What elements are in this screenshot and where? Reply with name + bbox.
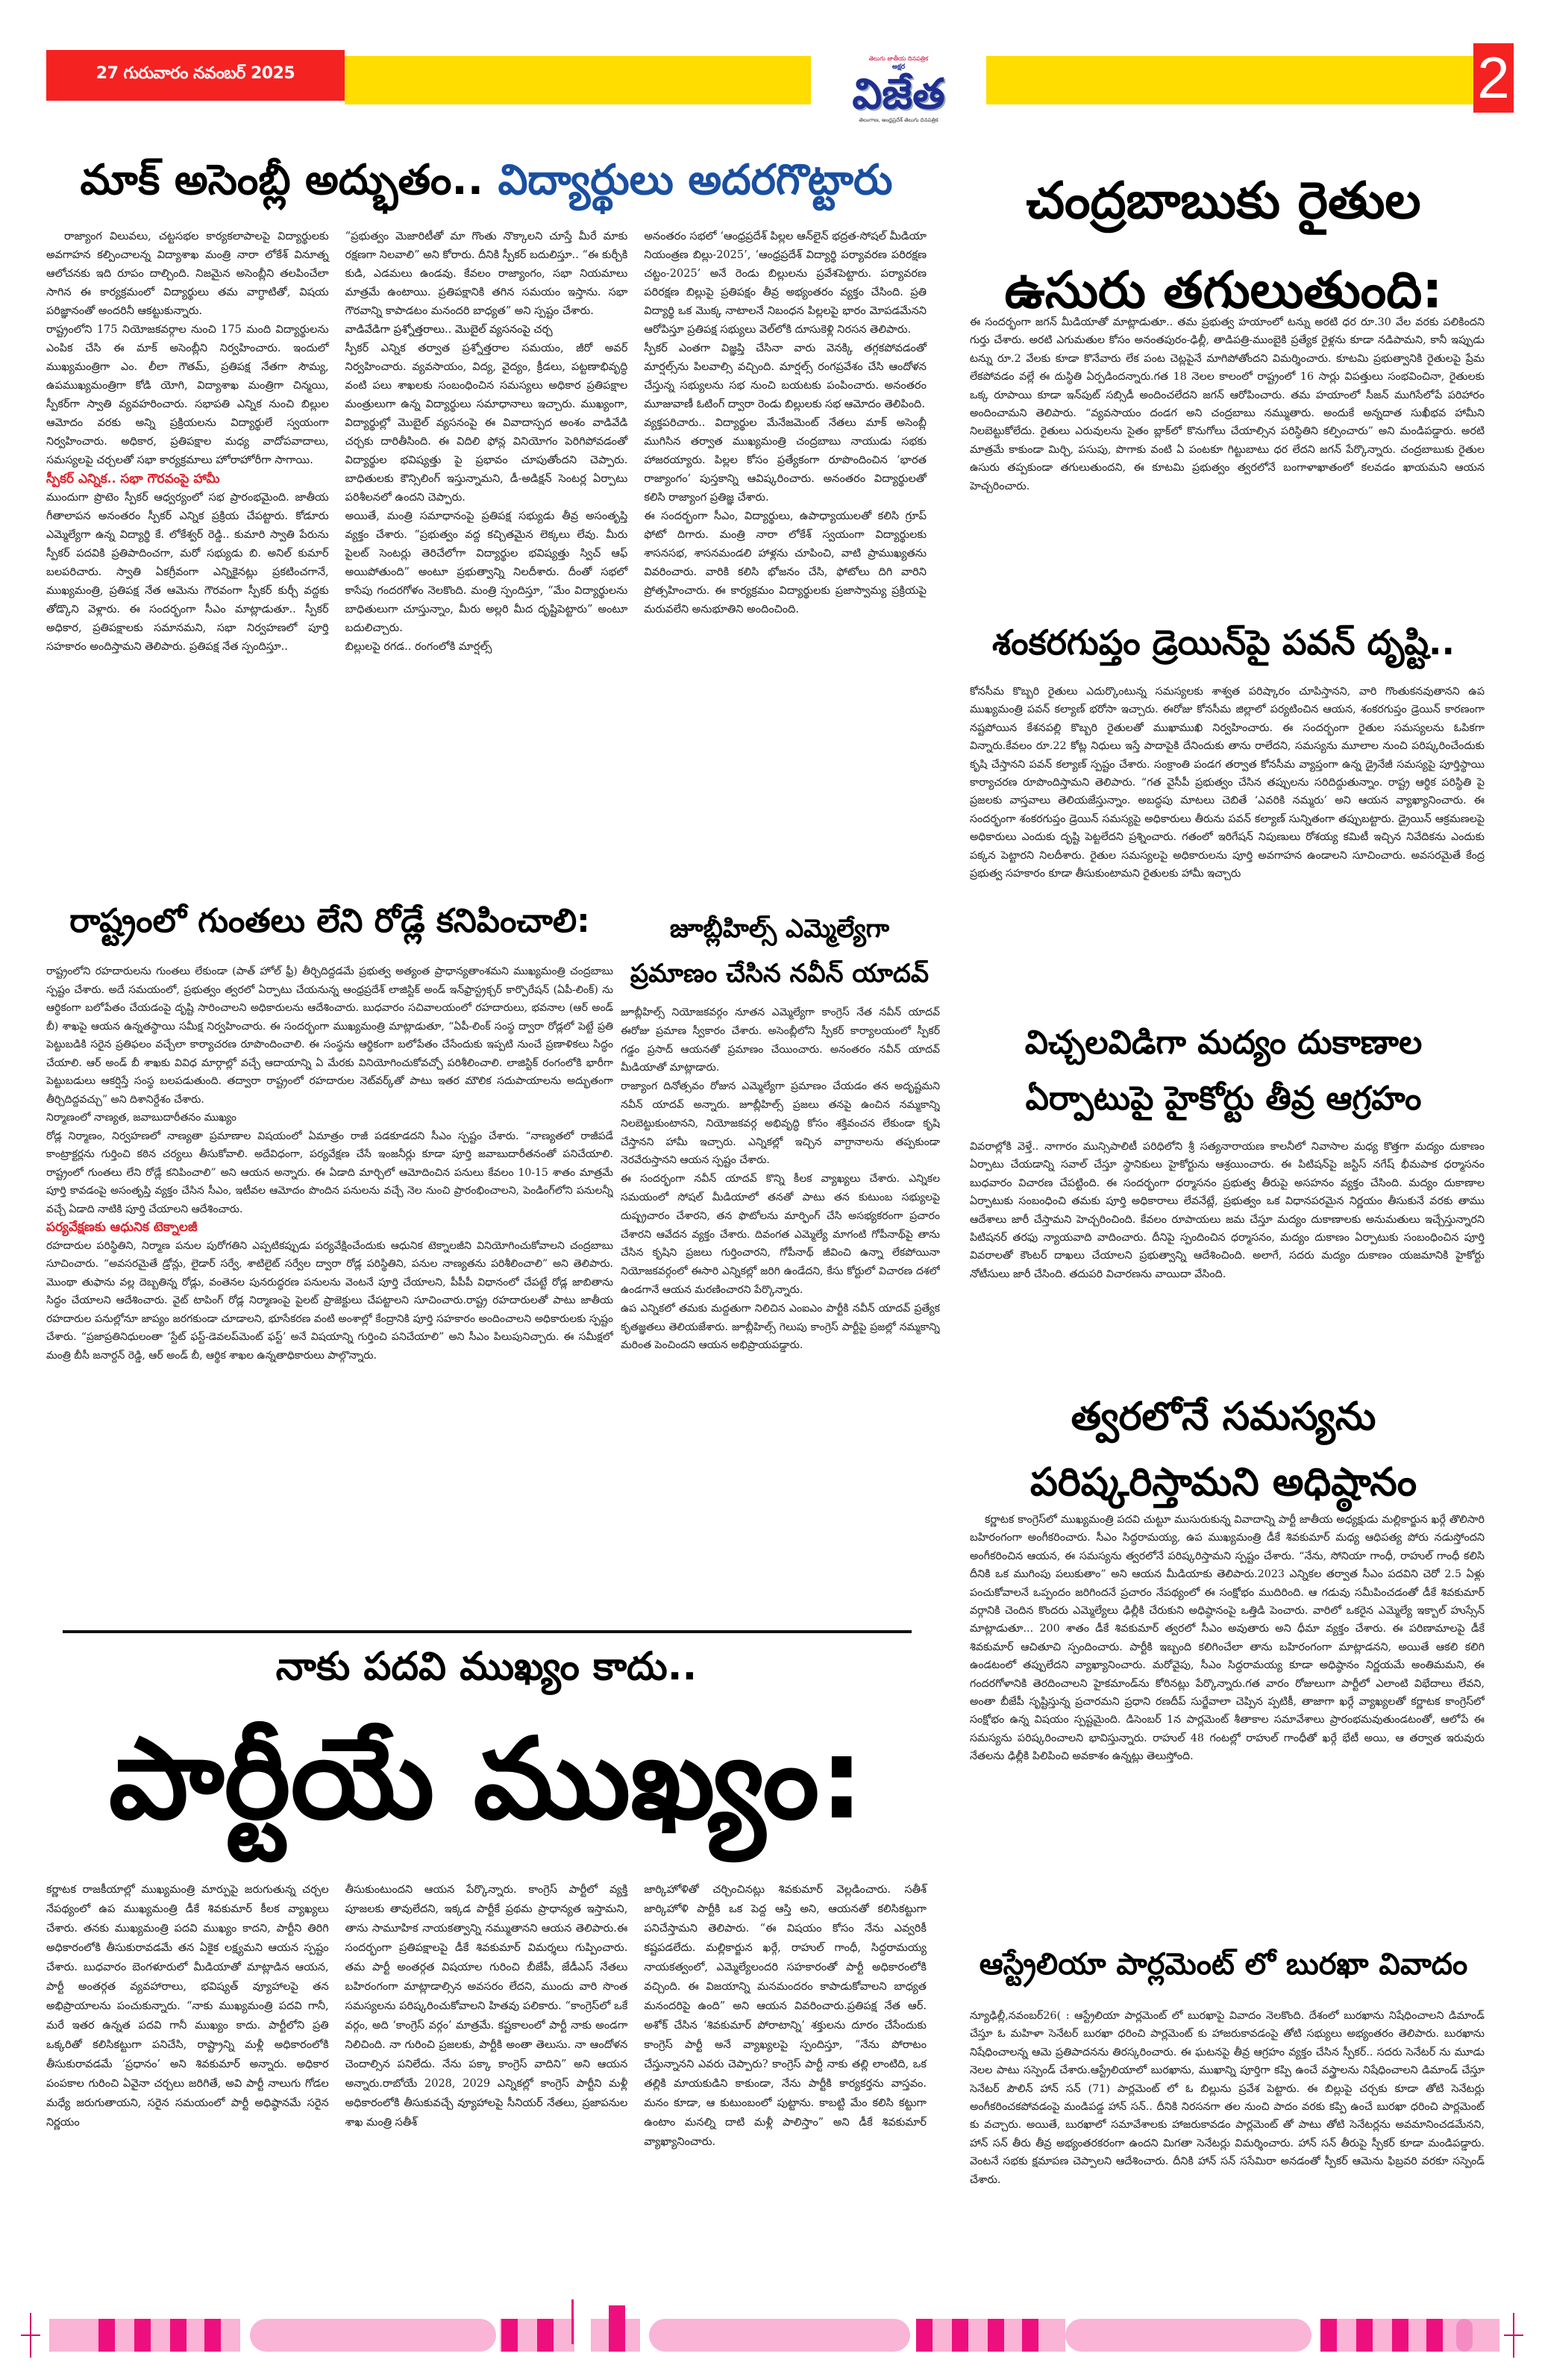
paragraph: జూబ్లీహిల్స్ నియోజకవర్గం నూతన ఎమ్మెల్యేగా కాంగ్రెస్ నేత నవీన్ యాదవ్ ఈరోజు ప్రమాణ స్వీకారం చేశారు. అసెంబ్లీలోని స్పీకర్ కార్యాలయంలో స్పీకర్ గడ్డం ప్రసాద్ ఆయనతో ప్రమాణం చేయించారు. అనంతరం నవీన్ యాదవ్ మీడియాతో మాట్లాడారు.	[621, 1006, 940, 1074]
chandrababu-farmers-headline-line2: ఉసురు తగులుతుంది:	[1004, 261, 1443, 320]
dk-shivakumar-body	[46, 1880, 927, 2298]
paragraph: స్పీకర్ ఎన్నిక తర్వాత ప్రశ్నోత్తరాల సమయం, జీరో అవర్ నిర్వహించారు. వ్యవసాయం, విద్య, వైద్యం, క్రీడలు, పట్టణాభివృద్ధి వంటి పలు శాఖలకు సంబంధించిన సమస్యలు అధికార ప్రతిపక్షాల మంత్రులుగా ఉన్న విద్యార్థులు సమాధానాలు ఇచ్చారు. ముఖ్యంగా, విద్యార్థుల్లో మొబైల్ వ్యసనంపై ఈ వివాదాస్పద అంశం వాడివేడి చర్చకు దారితీసింది. ఈ విదిలి ఫోన్ల వినియోగం పెరిగిపోవడంతో విద్యార్థుల భవిష్యత్తు పై ప్రభావం చూపుతోందని చెప్పారు. బాధితులకు కౌన్సిలింగ్ ఇస్తున్నామని, డీ-అడిక్షన్ సెంటర్ల ఏర్పాటు పరిశీలనలో ఉందని చెప్పారు.	[345, 342, 628, 504]
paragraph: ముందుగా ప్రొటెం స్పీకర్ ఆధ్వర్యంలో సభ ప్రారంభమైంది. జాతీయ గీతాలాపన అనంతరం స్పీకర్ ఎన్నిక ప్రక్రియ చేపట్టారు. కోడూరు ఎమ్మెల్యేగా ఉన్న విద్యార్థి కే. లోకేశ్వర్ రెడ్డి.. కుమారి స్వాతి పేరును స్పీకర్ పదవికి ప్రతిపాదించగా, మరో సభ్యుడు బి. అనిల్ కుమార్ బలపరిచారు. స్వాతి ఏకగ్రీవంగా ఎన్నికైనట్లు ప్రకటించగానే, ముఖ్యమంత్రి, ప్రతిపక్ష నేత ఆమెను గౌరవంగా స్పీకర్ కుర్చీ వద్దకు తోడ్కొని వెళ్లారు. ఈ సందర్భంగా సీఎం మాట్లాడుతూ.. స్పీకర్ అధికార, ప్రతిపక్షాలకు సమానమని, సభా నిర్వహణలో పూర్తి సహకారం అందిస్తామని తెలిపారు. ప్రతిపక్ష నేత స్పందిస్తూ..	[46, 492, 329, 653]
paragraph: రహదారుల పరిస్థితిని, నిర్మాణ పనుల పురోగతిని ఎప్పటికప్పుడు పర్యవేక్షించేందుకు ఆధునిక టెక్నాలజీని వినియోగించుకోవాలని చంద్రబాబు సూచించారు. “అవసరమైతే డ్రోన్లు, లైడార్ సర్వే, శాటిలైట్ సర్వేల ద్వారా రోడ్ల పరిస్థితిని, పనుల నాణ్యతను పరిశీలించాలి” అని తెలిపారు. మొంథా తుఫాను వల్ల దెబ్బతిన్న రోడ్లు, వంతెనల పునరుద్ధరణ పనులను వెంటనే పూర్తి చేయాలని, పీపీపీ విధానంలో చేపట్టే రోడ్ల జాబితాను సిద్ధం చేయాలని ఆదేశించారు. వైట్ టాపింగ్ రోడ్ల నిర్మాణంపై పైలట్ ప్రాజెక్టులు చేపట్టాలని సూచించారు.రాష్ట్ర రహదారులతో పాటు జాతీయ రహదారుల పనుల్లోనూ జాప్యం జరగకుండా చూడాలని, భూసేకరణ వంటి అంశాల్లో కేంద్రానికి పూర్తి సహకారం అందించాలని అధికారులకు స్పష్టం చేశారు. “ప్రజాప్రతినిధులంతా ‘స్టేట్ ఫస్ట్-డెవలప్‌మెంట్ ఫస్ట్’ అనే విషయాన్ని గుర్తించి పనిచేయాలి” అని సీఎం పిలుపునిచ్చారు. ఈ సమీక్షలో మంత్రి బీసీ జనార్దన్ రెడ్డి, ఆర్ అండ్ బీ, ఆర్థిక శాఖల ఉన్నతాధికారులు పాల్గొన్నారు.	[46, 1239, 613, 1362]
paragraph: రాష్ట్రంలోని 175 నియోజకవర్గాల నుంచి 175 మంది విద్యార్థులను ఎంపిక చేసి ఈ మాక్ అసెంబ్లీని నిర్వహించారు. ఇందులో ముఖ్యమంత్రిగా ఎం. లీలా గౌతమ్, ప్రతిపక్ష నేతగా సౌమ్య, ఉపముఖ్యమంత్రిగా కోడి యోగి, విద్యాశాఖ మంత్రిగా చిన్మయి, స్పీకర్‌గా స్వాతి వ్యవహరించారు. సభాపతి ఎన్నిక నుంచి బిల్లుల ఆమోదం వరకు అన్ని ప్రక్రియలను విద్యార్థులే స్వయంగా నిర్వహించారు. అధికార, ప్రతిపక్షాల మధ్య వాదోపవాదాలు, సమస్యలపై చర్చలతో సభా కార్యక్రమాలు హోరాహోరీగా సాగాయి.	[46, 324, 329, 466]
paragraph: కర్ణాటక రాజకీయాల్లో ముఖ్యమంత్రి మార్పుపై జరుగుతున్న చర్చల నేపథ్యంలో ఉప ముఖ్యమంత్రి డీకే శివకుమార్ కీలక వ్యాఖ్యలు చేశారు. తనకు ముఖ్యమంత్రి పదవి ముఖ్యం కాదని, పార్టీని తిరిగి అధికారంలోకి తీసుకురావడమే తన ఏకైక లక్ష్యమని ఆయన స్పష్టం చేశారు. బుధవారం బెంగళూరులో మీడియాతో మాట్లాడిన ఆయన, పార్టీ అంతర్గత వ్యవహారాలు, భవిష్యత్ వ్యూహాలపై తన అభిప్రాయాలను పంచుకున్నారు. “నాకు ముఖ్యమంత్రి పదవి గానీ, మరే ఇతర ఉన్నత పదవి గానీ ముఖ్యం కాదు. పార్టీలోని ప్రతి ఒక్కరితో కలిసికట్టుగా పనిచేసి, రాష్ట్రాన్ని మళ్లీ అధికారంలోకి తీసుకురావడమే ‘ప్రధానం’ అని శివకుమార్ అన్నారు. అధికార పంపకాల గురించి ఏవైనా చర్చలు జరిగితే, అవి పార్టీ నాలుగు గోడల మధ్యే జరుగుతాయని, సరైన సమయంలో పార్టీ అధిష్ఠానమే సరైన నిర్ణయం	[46, 1884, 329, 2129]
footer-stripe	[501, 2319, 518, 2352]
footer-stripe	[1022, 2319, 1038, 2352]
paragraph: వ్యక్తపరిచారు.. విద్యార్థుల మేనేజమెంట్ నేతలు మాక్ అసెంబ్లీ ముగిసిన తర్వాత ముఖ్యమంత్రి చంద్రబాబు నాయుడు సభకు హాజరయ్యారు. పిల్లల కోసం ప్రత్యేకంగా రూపొందించిన ‘భారత రాజ్యాంగం’ పుస్తకాన్ని ఆవిష్కరించారు. అనంతరం విద్యార్థులతో కలిసి రాజ్యాంగ ప్రతిజ్ఞ చేశారు.	[644, 417, 927, 504]
footer-stripe	[952, 2319, 968, 2352]
footer-block	[1320, 2319, 1499, 2352]
footer-dot	[1456, 2319, 1473, 2352]
paragraph: రాష్ట్రంలోని రహదారులను గుంతలు లేకుండా (పాత్ హోల్ ఫ్రీ) తీర్చిదిద్దడమే ప్రభుత్వ అత్యంత ప్రాధాన్యతాంశమని ముఖ్యమంత్రి చంద్రబాబు స్పష్టం చేశారు. అదే సమయంలో, ప్రభుత్వం త్వరలో ఏర్పాటు చేయనున్న ఆంధ్రప్రదేశ్ లాజిస్టిక్ అండ్ ఇన్‌ఫ్రాస్ట్రక్చర్ కార్పొరేషన్ (ఏపీ-లింక్) ను ఆర్థికంగా బలోపేతం చేయడంపై దృష్టి సారించాలని అధికారులను ఆదేశించారు. బుధవారం సచివాలయంలో రహదారులు, భవనాల (ఆర్ అండ్ బీ) శాఖపై ఆయన ఉన్నతస్థాయి సమీక్ష నిర్వహించారు. ఈ సందర్భంగా ముఖ్యమంత్రి మాట్లాడుతూ, “ఏపీ-లింక్ సంస్థ ద్వారా రోడ్లలో పెట్టే ప్రతి పెట్టుబడికి సరైన ప్రతిఫలం వచ్చేలా కార్యాచరణ రూపొందించాలి. ఈ సంస్థను ఆర్థికంగా బలోపేతం చేసేందుకు ఇప్పటి నుంచే ప్రణాళికలు సిద్ధం చేయాలి. ఆర్ అండ్ బీ శాఖకు వివిధ మార్గాల్లో వచ్చే ఆదాయాన్ని ఏ మేరకు వినియోగించుకోవచ్చో పరిశీలించాలి. లాజిస్టిక్ రంగంలోకి భారీగా పెట్టుబడులు ఆకర్షిస్తే సంస్థ బలపడుతుంది. తద్వారా రాష్ట్రంలో రహదారుల నెట్‌వర్క్‌తో పాటు ఇతర మౌలిక సదుపాయాలను అద్భుతంగా తీర్చిదిద్దవచ్చు” అని దిశానిర్దేశం చేశారు.	[46, 965, 613, 1106]
page-number: 2	[1473, 43, 1514, 113]
logo-name: విజేత	[852, 70, 945, 119]
paragraph: ఈ సందర్భంగా సీఎం, విద్యార్థులు, ఉపాధ్యాయులతో కలిసి గ్రూప్ ఫోటో దిగారు. మంత్రి నారా లోకేశ్ స్వయంగా విద్యార్థులకు శాసనసభ, శాసనమండలి హాళ్లను చూపించి, వాటి ప్రాముఖ్యతను వివరించారు. వారికి కలిసి భోజనం చేసి, ఫోటోలు దిగి వారిని ప్రోత్సహించారు. ఈ కార్యక్రమం విద్యార్థులకు ప్రజాస్వామ్య ప్రక్రియపై మరువలేని అనుభూతిని అందించింది.	[644, 510, 927, 616]
paragraph: రాజ్యాంగ విలువలు, చట్టసభల కార్యకలాపాలపై విద్యార్థులకు అవగాహన కల్పించాలన్న విద్యాశాఖ మంత్రి నారా లోకేశ్ వినూత్న ఆలోచనకు ఇది రూపం దాల్చింది. నిజమైన అసెంబ్లీని తలపించేలా సాగిన ఈ కార్యక్రమంలో విద్యార్థులు తమ వాగ్ధాటితో, విషయ పరిజ్ఞానంతో అందరినీ ఆకట్టుకున్నారు.	[46, 231, 329, 317]
roads-body	[46, 962, 613, 1604]
crop-mark-left-h	[21, 2334, 40, 2336]
liquor-shops-body	[970, 1138, 1485, 1384]
logo-prefix: అక్షర	[891, 63, 906, 71]
paragraph: రోడ్ల నిర్మాణం, నిర్వహణలో నాణ్యతా ప్రమాణాల విషయంలో ఏమాత్రం రాజీ పడకూడదని సీఎం స్పష్టం చేశారు. “నాణ్యతలో రాజీపడే కాంట్రాక్టర్లను గుర్తించి కఠిన చర్యలు తీసుకోవాలి. అదేవిధంగా, పర్యవేక్షణ చేసే ఇంజనీర్లు కూడా పూర్తి జవాబుదారీతనంతో పనిచేయాలి. రాష్ట్రంలో గుంతలు లేని రోడ్లే కనిపించాలి” అని ఆయన అన్నారు. ఈ ఏడాది మార్చిలో ఆమోదించిన పనులు కేవలం 10-15 శాతం మాత్రమే పూర్తి కావడంపై అసంతృప్తి వ్యక్తం చేసిన సీఎం, ఇటీవల ఆమోదం పొందిన పనులను వచ్చే నెల నుంచి ప్రారంభించాలని, పెండింగ్‌లోని పనులన్నీ వచ్చే ఏడాది నాటికి పూర్తి చేయాలని ఆదేశించారు.	[46, 1130, 613, 1215]
chandrababu-farmers-headline-line1: చంద్రబాబుకు రైతుల	[1026, 172, 1421, 231]
footer-stripe	[1320, 2319, 1337, 2352]
mock-assembly-body	[46, 228, 927, 892]
paragraph: “ప్రభుత్వం మెజారిటీతో మా గొంతు నొక్కాలని చూస్తే మీరే మాకు రక్షణగా నిలవాలి” అని కోరారు. దీనికి స్పీకర్ బదులిస్తూ.. “ఈ కుర్చీకి కుడి, ఎడమలు ఉండవు. కేవలం రాజ్యాంగం, సభా నియమాలు మాత్రమే ఉంటాయి. ప్రతిపక్షానికి తగిన సమయం ఇస్తాను. సభా గౌరవాన్ని కాపాడటం మనందరి బాధ్యత” అని స్పష్టం చేశారు.	[345, 231, 628, 317]
paragraph: ఈ సందర్భంగా నవీన్ యాదవ్ కొన్ని కీలక వ్యాఖ్యలు చేశారు. ఎన్నికల సమయంలో సోషల్ మీడియాలో తనతో పాటు తన కుటుంబ సభ్యులపై దుష్ప్రచారం చేశారని, తన ఫొటోలను మార్ఫింగ్ చేసి అసభ్యకరంగా ప్రచారం చేశారని ఆవేదన వ్యక్తం చేశారు. దివంగత ఎమ్మెల్యే మాగంటి గోపీనాథ్‌పై తాను చేసిన కృషిని ప్రజలు గుర్తించారని, గోపీనాథ్ జీవించి ఉన్నా లేకపోయినా నియోజకవర్గంలో ఈసారి ఎన్నికల్లో జరిగి ఉండేదని, కేసు కోర్టులో విచారణ దశలో ఉండగానే ఆయన మరణించారని పేర్కొన్నారు.	[621, 1173, 940, 1296]
section-divider	[63, 1630, 912, 1633]
pawan-drain-headline: శంకరగుప్తం డ్రెయిన్‌పై పవన్ దృష్టి..	[992, 622, 1455, 663]
footer-pill	[649, 2319, 910, 2352]
jubilee-hills-headline-line2: ప్రమాణం చేసిన నవీన్ యాదవ్	[630, 959, 930, 989]
subhead-modern-technology: పర్యవేక్షణకు ఆధునిక టెక్నాలజీ	[46, 1220, 198, 1235]
chandrababu-farmers-body	[970, 313, 1485, 604]
paragraph: ఈ సందర్భంగా జగన్ మీడియాతో మాట్లాడుతూ.. తమ ప్రభుత్వ హయాంలో టన్ను అరటి ధర రూ.30 వేల వరకు పలికిందని గుర్తు చేశారు. అరటి ఎగుమతుల కోసం అనంతపురం-ఢిల్లీ, తాడిపత్రి-ముంబైకి ప్రత్యేక రైళ్లను కూడా నడిపామని, కానీ ఇప్పుడు టన్ను రూ.2 వేలకు కూడా కొనేవారు లేక పంట చెట్లపైనే మాగిపోతోందని విమర్శించారు. కూటమి ప్రభుత్వానికి రైతులపై ప్రేమ లేకపోవడం వల్లే ఈ దుస్థితి ఏర్పడిందన్నారు.గత 18 నెలల కాలంలో రాష్ట్రంలో 16 సార్లు విపత్తులు సంభవించినా, రైతులకు ఒక్క రూపాయి కూడా ఇన్‌పుట్ సబ్సిడీ అందించలేదని జగన్ ఆరోపించారు. తమ హయాంలో సీజన్ ముగిసేలోపే పరిహారం అందించామని తెలిపారు. “వ్యవసాయం దండగ అని చంద్రబాబు నమ్ముతారు. అందుకే అన్నదాత సుఖీభవ హామీని నిలబెట్టుకోలేదు. రైతులు ఎరువులను సైతం బ్లాక్‌లో కొనుగోలు చేయాల్సిన పరిస్థితిని కల్పించారు” అని మండిపడ్డారు. అరటి మాత్రమే కాకుండా మిర్చి, పసుపు, పొగాకు వంటి ఏ పంటకూ గిట్టుబాటు ధర లేదని జగన్ పేర్కొన్నారు. చంద్రబాబుకు రైతుల ఉసురు తప్పకుండా తగులుతుందని, ఈ కూటమి ప్రభుత్వం త్వరలోనే బంగాళాఖాతంలో కలవడం ఖాయమని ఆయన హెచ్చరించారు.	[970, 316, 1485, 492]
liquor-shops-headline-line1: విచ్చలవిడిగా మద్యం దుకాణాల	[1024, 1024, 1423, 1062]
paragraph: కర్ణాటక కాంగ్రెస్‌లో ముఖ్యమంత్రి పదవి చుట్టూ ముసురుకున్న వివాదాన్ని పార్టీ జాతీయ అధ్యక్షుడు మల్లికార్జున ఖర్గే తొలిసారి బహిరంగంగా అంగీకరించారు. సీఎం సిద్ధరామయ్య, ఉప ముఖ్యమంత్రి డీకే శివకుమార్ మధ్య ఆధిపత్య పోరు నడుస్తోందని అంగీకరించిన ఆయన, ఈ సమస్యను త్వరలోనే పరిష్కరిస్తామని స్పష్టం చేశారు. “నేను, సోనియా గాంధీ, రాహుల్ గాంధీ కలిసి దీనికి ఒక ముగింపు పలుకుతాం” అని ఆయన మీడియాకు తెలిపారు.2023 ఎన్నికల తర్వాత సీఎం పదవిని చెరో 2.5 ఏళ్లు పంచుకోవాలనే ఒప్పందం జరిగిందనే ప్రచారం నేపథ్యంలో ఈ సంక్షోభం ముదిరింది. ఆ గడువు సమీపించడంతో డీకే శివకుమార్ వర్గానికి చెందిన కొందరు ఎమ్మెల్యేలు ఢిల్లీకి చేరుకుని అధిష్ఠానంపై ఒత్తిడి పెంచారు. వారిలో ఒకరైన ఎమ్మెల్యే ఇక్బాల్ హుస్సేన్ మాట్లాడుతూ... 200 శాతం డీకే శివకుమార్ త్వరలో సీఎం అవుతారు అని ధీమా వ్యక్తం చేశారు. ఈ పరిణామాలపై డీకే శివకుమార్ ఆచితూచి స్పందించారు. పార్టీకి ఇబ్బంది కలిగించేలా తాను బహిరంగంగా మాట్లాడనని, అయితే ఆకలి కలిగి ఉండటంలో తప్పులేదని వ్యాఖ్యానించారు. మరోవైపు, సీఎం సిద్ధరామయ్య కూడా అధిష్ఠానం నిర్ణయమే అంతిమమని, ఈ గందరగోళానికి తెరదించాలని హైకమాండ్‌ను కోరినట్లు పేర్కొన్నారు.గత వారం రోజులుగా పార్టీలో ఎలాంటి విభేదాలు లేవని, అంతా బీజేపీ సృష్టిస్తున్న ప్రచారమని ప్రధాని రణదీప్ సుర్జేవాలా చెప్పిన ప్పటికీ, తాజాగా ఖర్గే వ్యాఖ్యలతో కర్ణాటక కాంగ్రెస్‌లో సంక్షోభం ఉన్న విషయం స్పష్టమైంది. డిసెంబర్ 1న పార్లమెంట్ శీతాకాల సమావేశాలు ప్రారంభమవుతుండటంతో, ఆలోపే ఈ సమస్యను పరిష్కరించాలని భావిస్తున్నారు. రాహుల్ 48 గంటల్లో రాహుల్ గాంధీతో ఖర్గే భేటీ అయి, ఆ తర్వాత ఇరువురు నేతలను ఢిల్లీకి పిలిపించి అవకాశం ఉన్నట్లు తెలుస్తోంది.	[970, 1514, 1485, 1763]
footer-stripe	[170, 2319, 187, 2352]
paragraph: అనంతరం సభలో ‘ఆంధ్రప్రదేశ్ పిల్లల ఆన్‌లైన్ భద్రత-సోషల్ మీడియా నియంత్రణ బిల్లు-2025’, ‘ఆంధ్రప్రదేశ్ విద్యార్థి పర్యావరణ పరిరక్షణ చట్టం-2025’ అనే రెండు బిల్లులను ప్రవేశపెట్టారు. పర్యావరణ పరిరక్షణ బిల్లుపై ప్రతిపక్షం తీవ్ర అభ్యంతరం వ్యక్తం చేసింది. ప్రతి విద్యార్థి ఒక మొక్క నాటాలనే నిబంధన పిల్లలపై భారం మోపడమేనని ఆరోపిస్తూ ప్రతిపక్ష సభ్యులు వెల్‌లోకి దూసుకెళ్లి నిరసన తెలిపారు.	[644, 231, 927, 336]
mock-assembly-headline-black: మాక్ అసెంబ్లీ అద్భుతం..	[80, 156, 483, 204]
jubilee-hills-headline-line1: జూబ్లీహిల్స్ ఎమ్మెల్యేగా	[669, 914, 890, 944]
mock-assembly-headline-blue: విద్యార్థులు అదరగొట్టారు	[498, 156, 893, 204]
footer-pill	[250, 2319, 496, 2352]
masthead-band-right	[986, 56, 1477, 104]
dk-shivakumar-kicker: నాకు పదవి ముఖ్యం కాదు..	[275, 1644, 698, 1689]
footer-stripe	[134, 2319, 151, 2352]
paragraph: తీసుకుంటుందని ఆయన పేర్కొన్నారు. కాంగ్రెస్ పార్టీలో వ్యక్తి పూజలకు తావులేదని, ఇక్కడ పార్టీకే ప్రథమ ప్రాధాన్యత ఇస్తామని, తాను సామూహిక నాయకత్వాన్ని నమ్ముతానని ఆయన తెలిపారు.ఈ సందర్భంగా ప్రతిపక్షాలపై డీకే శివకుమార్ విమర్శలు గుప్పించారు. తమ పార్టీ అంతర్గత విషయాల గురించి బీజేపీ, జేడీఎస్ నేతలు బహిరంగంగా మాట్లాడాల్సిన అవసరం లేదని, ముందు వారి సొంత సమస్యలను పరిష్కరించుకోవాలని హితవు పలికారు. “కాంగ్రెస్‌లో ఒకే వర్గం, అది ‘కాంగ్రెస్ వర్గం’ మాత్రమే. కష్టకాలంలో పార్టీ నాకు అండగా నిలిచింది. నా గురించి ప్రజలకు, పార్టీకి అంతా తెలుసు. నా ఆందోళన చెందాల్సిన పనిలేదు. నేను పక్కా కాంగ్రెస్ వాదిని” అని ఆయన అన్నారు.రాబోయే 2028, 2029 ఎన్నికల్లో కాంగ్రెస్ పార్టీని మళ్లీ అధికారంలోకి తీసుకువచ్చే వ్యూహాలపై సీనియర్ నేతలు, ప్రజాపనుల శాఖ మంత్రి సతీశ్	[345, 1884, 628, 2129]
roads-headline: రాష్ట్రంలో గుంతలు లేని రోడ్లే కనిపించాలి:	[69, 902, 590, 940]
date-box	[46, 50, 345, 101]
footer-stripe	[1356, 2319, 1373, 2352]
footer-stripe	[916, 2319, 933, 2352]
footer-stripe	[1392, 2319, 1408, 2352]
subhead-bills: బిల్లులపై రగడ.. రంగంలోకి మార్షల్స్	[345, 641, 492, 653]
australia-burqa-headline: ఆస్ట్రేలియా పార్లమెంట్ లో బురఖా వివాదం	[979, 1947, 1468, 1982]
subhead-quality: నిర్మాణంలో నాణ్యత, జవాబుదారీతనం ముఖ్యం	[46, 1112, 236, 1124]
pawan-drain-body	[970, 683, 1485, 1007]
karnataka-khadge-headline-line1: త్వరలోనే సమస్యను	[1071, 1394, 1376, 1439]
logo-tagline: తెలుగు జాతీయ దినపత్రిక	[868, 55, 929, 62]
paragraph: వివరాల్లోకి వెళ్తే.. నాగారం మున్సిపాలిటీ పరిధిలోని శ్రీ సత్యనారాయణ కాలనీలో నివాసాల మధ్య కొత్తగా మద్యం దుకాణం ఏర్పాటు చేయడాన్ని సవాల్ చేస్తూ స్థానికులు హైకోర్టును ఆశ్రయించారు. ఈ పిటిషన్‌పై జస్టిస్ నగేష్ భీమపాక ధర్మాసనం బుధవారం విచారణ చేపట్టింది. ఈ సందర్భంగా ధర్మాసనం ప్రభుత్వ తీరుపై అసహనం వ్యక్తం చేసింది. మద్యం దుకాణాల ఏర్పాటుకు సంబంధించి తమకు పూర్తి అధికారాలు లేవనేట్లే, ప్రభుత్వం ఒక విధానపరమైన నిర్ణయం తీసుకునే వరకు తాము ఆదేశాలు జారీ చేస్తామని హెచ్చరించింది. కేవలం రూపాయలు జమ చేస్తూ మద్యం దుకాణాలకు అనుమతులు ఇచ్చేస్తున్నారని పిటిషనర్ తరఫు న్యాయవాది వాదించారు. దీనిపై స్పందించిన ధర్మాసనం, మద్యం దుకాణం ఏర్పాటుకు సంబంధించిన పూర్తి వివరాలతో కౌంటర్ దాఖలు చేయాలని ప్రభుత్వాన్ని ఆదేశించింది. అలాగే, సదరు మద్యం దుకాణం యజమానికి హైకోర్టు నోటీసులు జారీ చేసింది. తదుపరి విచారణను వాయిదా వేసింది.	[970, 1141, 1485, 1280]
footer-tick	[571, 2299, 574, 2344]
jubilee-hills-body	[621, 1003, 940, 1600]
liquor-shops-headline-line2: ఏర్పాటుపై హైకోర్టు తీవ్ర ఆగ్రహం	[1025, 1080, 1422, 1118]
crop-mark-right-h	[1504, 2334, 1523, 2336]
paragraph: జార్కిహోళితో చర్చించినట్లు శివకుమార్ వెల్లడించారు. సతీశ్ జార్కిహోళి పార్టీకి ఒక పెద్ద ఆస్తి అని, ఆయనతో కలిసికట్టుగా పనిచేస్తామని తెలిపారు. “ఈ విషయం కోసం నేను ఎవ్వరికీ కష్టపడలేదు. మల్లికార్జున ఖర్గే, రాహుల్ గాంధీ, సిద్ధరామయ్య నాయకత్వంలో, ఎమ్మెల్యేలందరి సహకారంతో పార్టీ అధికారంలోకి వచ్చింది. ఈ విజయాన్ని మనమందరం కాపాడుకోవాలని బాధ్యత మనందరిపై ఉంది” అని ఆయన వివరించారు.ప్రతిపక్ష నేత ఆర్. అశోక్ చేసిన ‘శివకుమార్ పోరాటాన్ని’ శక్తులను దూరం చేసేందుకు కాంగ్రెస్ పార్టీ అనే వ్యాఖ్యలపై స్పందిస్తూ, “నేను పోరాటం చేస్తున్నానని ఎవరు చెప్పారు? కాంగ్రెస్ పార్టీ నాకు తల్లి లాంటిది, ఒక తల్లికి మాయకుడిని కాకుండా, నేను పార్టీకి కార్యకర్తను వాస్తవం. మనం కూడా, ఆ కుటుంబంలో పుట్టాను. కాబట్టి మేం కలిసి కట్టుగా ఉంటాం మనల్ని దాటి మళ్లీ పాలిస్తాం” అని డీకే శివకుమార్ వ్యాఖ్యానించారు.	[644, 1884, 927, 2148]
logo-subtitle: తెలంగాణ, ఆంధ్రప్రదేశ్ తెలుగు దినపత్రిక	[859, 117, 938, 123]
newspaper-logo	[811, 52, 986, 123]
footer-stripe	[204, 2319, 221, 2352]
karnataka-khadge-headline-line2: పరిష్కరిస్తామని అధిష్ఠానం	[1029, 1460, 1417, 1505]
footer-stripe	[988, 2319, 1004, 2352]
footer-stripe	[1426, 2319, 1443, 2352]
footer-stripe	[609, 2305, 625, 2352]
karnataka-khadge-headline	[962, 1384, 1485, 1515]
paragraph: స్పీకర్ ఎంతగా విజ్ఞప్తి చేసినా వారు వెనక్కి తగ్గకపోవడంతో మార్షల్స్‌ను పిలవాల్సి వచ్చింది. మార్షల్స్ రంగప్రవేశం చేసి ఆందోళన చేస్తున్న సభ్యులను సభ నుంచి బయటకు పంపించారు. అనంతరం మూజువాణీ ఓటింగ్ ద్వారా రెండు బిల్లులకు సభ ఆమోదం తెలిపింది.	[644, 342, 927, 410]
subhead-speaker-election: స్పీకర్ ఎన్నిక.. సభా గౌరవంపై హామీ	[46, 472, 220, 486]
paragraph: న్యూఢిల్లీ,నవంబర్26( : ఆస్ట్రేలియా పార్లమెంట్ లో బురఖాపై వివాదం నెలకొంది. దేశంలో బురఖాను నిషేధించాలని డిమాండ్ చేస్తూ ఓ మహిళా సెనేటర్ బురఖా ధరించి పార్లమెంట్ కు హాజరుకావడంపై తోటి సభ్యులు అభ్యంతరం తెలిపారు. బురఖాను నిషేధించాలన్న ఆమె ప్రతిపాదనను తిరస్కరించారు. ఈ ఘటనపై తీవ్ర ఆగ్రహం వ్యక్తం చేసిన స్పీకర్.. సదరు సెనేటర్ ను మూడు నెలల పాటు సస్పెండ్ చేశారు.ఆస్ట్రేలియాలో బురఖాను, ముఖాన్ని పూర్తిగా కప్పి ఉంచే వస్త్రాలను నిషేధించాలని డిమాండ్ చేస్తూ సెనేటర్ పౌలిన్ హాన్ సన్ (71) పార్లమెంట్ లో ఓ బిల్లును ప్రవేశ పెట్టారు. ఈ బిల్లుపై చర్చకు కూడా తోటి సెనేటర్లు అంగీకరించకపోవడంపై మండిపడ్డ హాన్ సన్.. దీనికి నిరసనగా తల నుంచి పాదం వరకు కప్పి ఉంచే బురఖా ధరించి పార్లమెంట్ కు వచ్చారు. అయితే, బురఖాలో సమావేశాలకు హాజరుకావడం పార్లమెంట్ తో పాటు తోటి సెనేటర్లను అవమానించడమేనని, హాన్ సన్ తీరు తీవ్ర అభ్యంతరకరంగా ఉందని మిగతా సెనేటర్లు విమర్శించారు. హాన్ సన్ తీరుపై స్పీకర్ కూడా మండిపడ్డారు. వెంటనే సభకు క్షమాపణ చెప్పాలని ఆదేశించారు. దీనికి హాన్ సన్ ససేమిరా అనడంతో స్పీకర్ ఆమెను ఫిబ్రవరి వరకూ సస్పెండ్ చేశారు.	[970, 2010, 1485, 2186]
karnataka-khadge-body	[970, 1511, 1485, 1929]
masthead-band-left	[345, 56, 811, 104]
jubilee-hills-headline	[619, 906, 940, 996]
chandrababu-farmers-headline	[962, 157, 1485, 336]
paragraph: రాజ్యాంగ దినోత్సవం రోజున ఎమ్మెల్యేగా ప్రమాణం చేయడం తన అదృష్టమని నవీన్ యాదవ్ అన్నారు. జూబ్లీహిల్స్ ప్రజలు తనపై ఉంచిన నమ్మకాన్ని నిలబెట్టుకుంటానని, నియోజకవర్గ అభివృద్ధి కోసం శక్తివంచన లేకుండా కృషి చేస్తానని హామీ ఇచ్చారు. ఎన్నికల్లో ఇచ్చిన వాగ్దానాలను తప్పకుండా నెరవేరుస్తానని ఆయన స్పష్టం చేశారు.	[621, 1080, 940, 1167]
footer-stripe	[537, 2319, 554, 2352]
footer-stripe	[98, 2319, 115, 2352]
issue-date: 27 గురువారం నవంబర్ 2025	[95, 64, 295, 83]
footer-pill	[1065, 2319, 1311, 2352]
dk-shivakumar-headline: పార్టీయే ముఖ్యం:	[108, 1714, 865, 1844]
subhead-question-hour: వాడివేడిగా ప్రశ్నోత్తరాలు.. మొబైల్ వ్యసనంపై చర్చ	[345, 324, 553, 336]
paragraph: ఉప ఎన్నికలో తమకు మద్దతుగా నిలిచిన ఎంఐఎం పార్టీకి నవీన్ యాదవ్ ప్రత్యేక కృతజ్ఞతలు తెలియజేశారు. జూబ్లీహిల్స్ గెలుపు కాంగ్రెస్ పార్టీపై ప్రజల్లో నమ్మకాన్ని మరింత పెంచిందని ఆయన అభిప్రాయపడ్డారు.	[621, 1302, 940, 1352]
footer-decorative-strip	[30, 2319, 1514, 2352]
paragraph: అయితే, మంత్రి సమాధానంపై ప్రతిపక్ష సభ్యుడు తీవ్ర అసంతృప్తి వ్యక్తం చేశారు. “ప్రభుత్వం వద్ద కచ్చితమైన లెక్కలు లేవు. మీరు పైలట్ సెంటర్లు తెరిచేలోగా విద్యార్థుల భవిష్యత్తు స్విచ్ ఆఫ్ అయిపోతుంది” అంటూ ప్రభుత్వాన్ని నిలదీశారు. దీంతో సభలో కాసేపు గందరగోళం నెలకొంది. మంత్రి స్పందిస్తూ, “మేం విద్యార్థులను బాధితులుగా చూస్తున్నాం, మీరు అల్లరి మీద దృష్టిపెట్టారు” అంటూ బదులిచ్చారు.	[345, 510, 628, 634]
paragraph: కోనసీమ కొబ్బరి రైతులు ఎదుర్కొంటున్న సమస్యలకు శాశ్వత పరిష్కారం చూపిస్తానని, వారి గొంతుకనవుతానని ఉప ముఖ్యమంత్రి పవన్ కల్యాణ్ భరోసా ఇచ్చారు. ఈరోజు కోనసీమ జిల్లాలో పర్యటించిన ఆయన, శంకరగుప్తం డ్రెయిన్ కారణంగా నష్టపోయిన కేశనపల్లి కొబ్బరి రైతులతో ముఖాముఖి నిర్వహించారు. ఈ సందర్భంగా రైతుల సమస్యలను ఓపికగా విన్నారు.కేవలం రూ.22 కోట్ల నిధులు ఇస్తే పాదాపైకి దేనిందుకు తాను రాలేదని, సమస్యను మూలాల నుంచి పరిష్కరించేందుకు కృషి చేస్తానని పవన్ కల్యాణ్ స్పష్టం చేశారు. సంక్రాంతి పండగ తర్వాత కోనసీమ వ్యాప్తంగా ఉన్న డ్రైనేజీ సమస్యపై పూర్తిస్థాయి కార్యాచరణ రూపొందిస్తామని తెలిపారు. “గత వైసీపీ ప్రభుత్వం చేసిన తప్పులను సరిదిద్దుతున్నాం. రాష్ట్ర ఆర్థిక పరిస్థితి పై ప్రజలకు వాస్తవాలు తెలియజేస్తున్నాం. అబద్ధపు మాటలు చెబితే ‘ఎవరికి నమ్మరు’ అని ఆయన వ్యాఖ్యానించారు. ఈ సందర్భంగా శంకరగుప్తం డ్రెయిన్ సమస్యపై అధికారులు తీరును పవన్ కల్యాణ్ సున్నితంగా తప్పుబట్టారు. డ్రైయిన్ ఆక్రమణలపై అధికారులు ఎందుకు దృష్టి పెట్టలేదని ప్రశ్నించారు. గతంలో ఇరిగేషన్ నిపుణులు రోశయ్య కమిటీ ఇచ్చిన నివేదికను ఎందుకు పక్కన పెట్టారని నిలదీశారు. రైతుల సమస్యలపై అధికారులను పూర్తి అవగాహన ఉండాలని సూచించారు. అవసరమైతే కేంద్ర ప్రభుత్వ సహకారం కూడా తీసుకుంటామని రైతులకు హామీ ఇచ్చారు	[970, 686, 1485, 880]
australia-burqa-body	[970, 2007, 1485, 2290]
liquor-shops-headline	[962, 1015, 1485, 1127]
mock-assembly-headline	[46, 157, 927, 204]
